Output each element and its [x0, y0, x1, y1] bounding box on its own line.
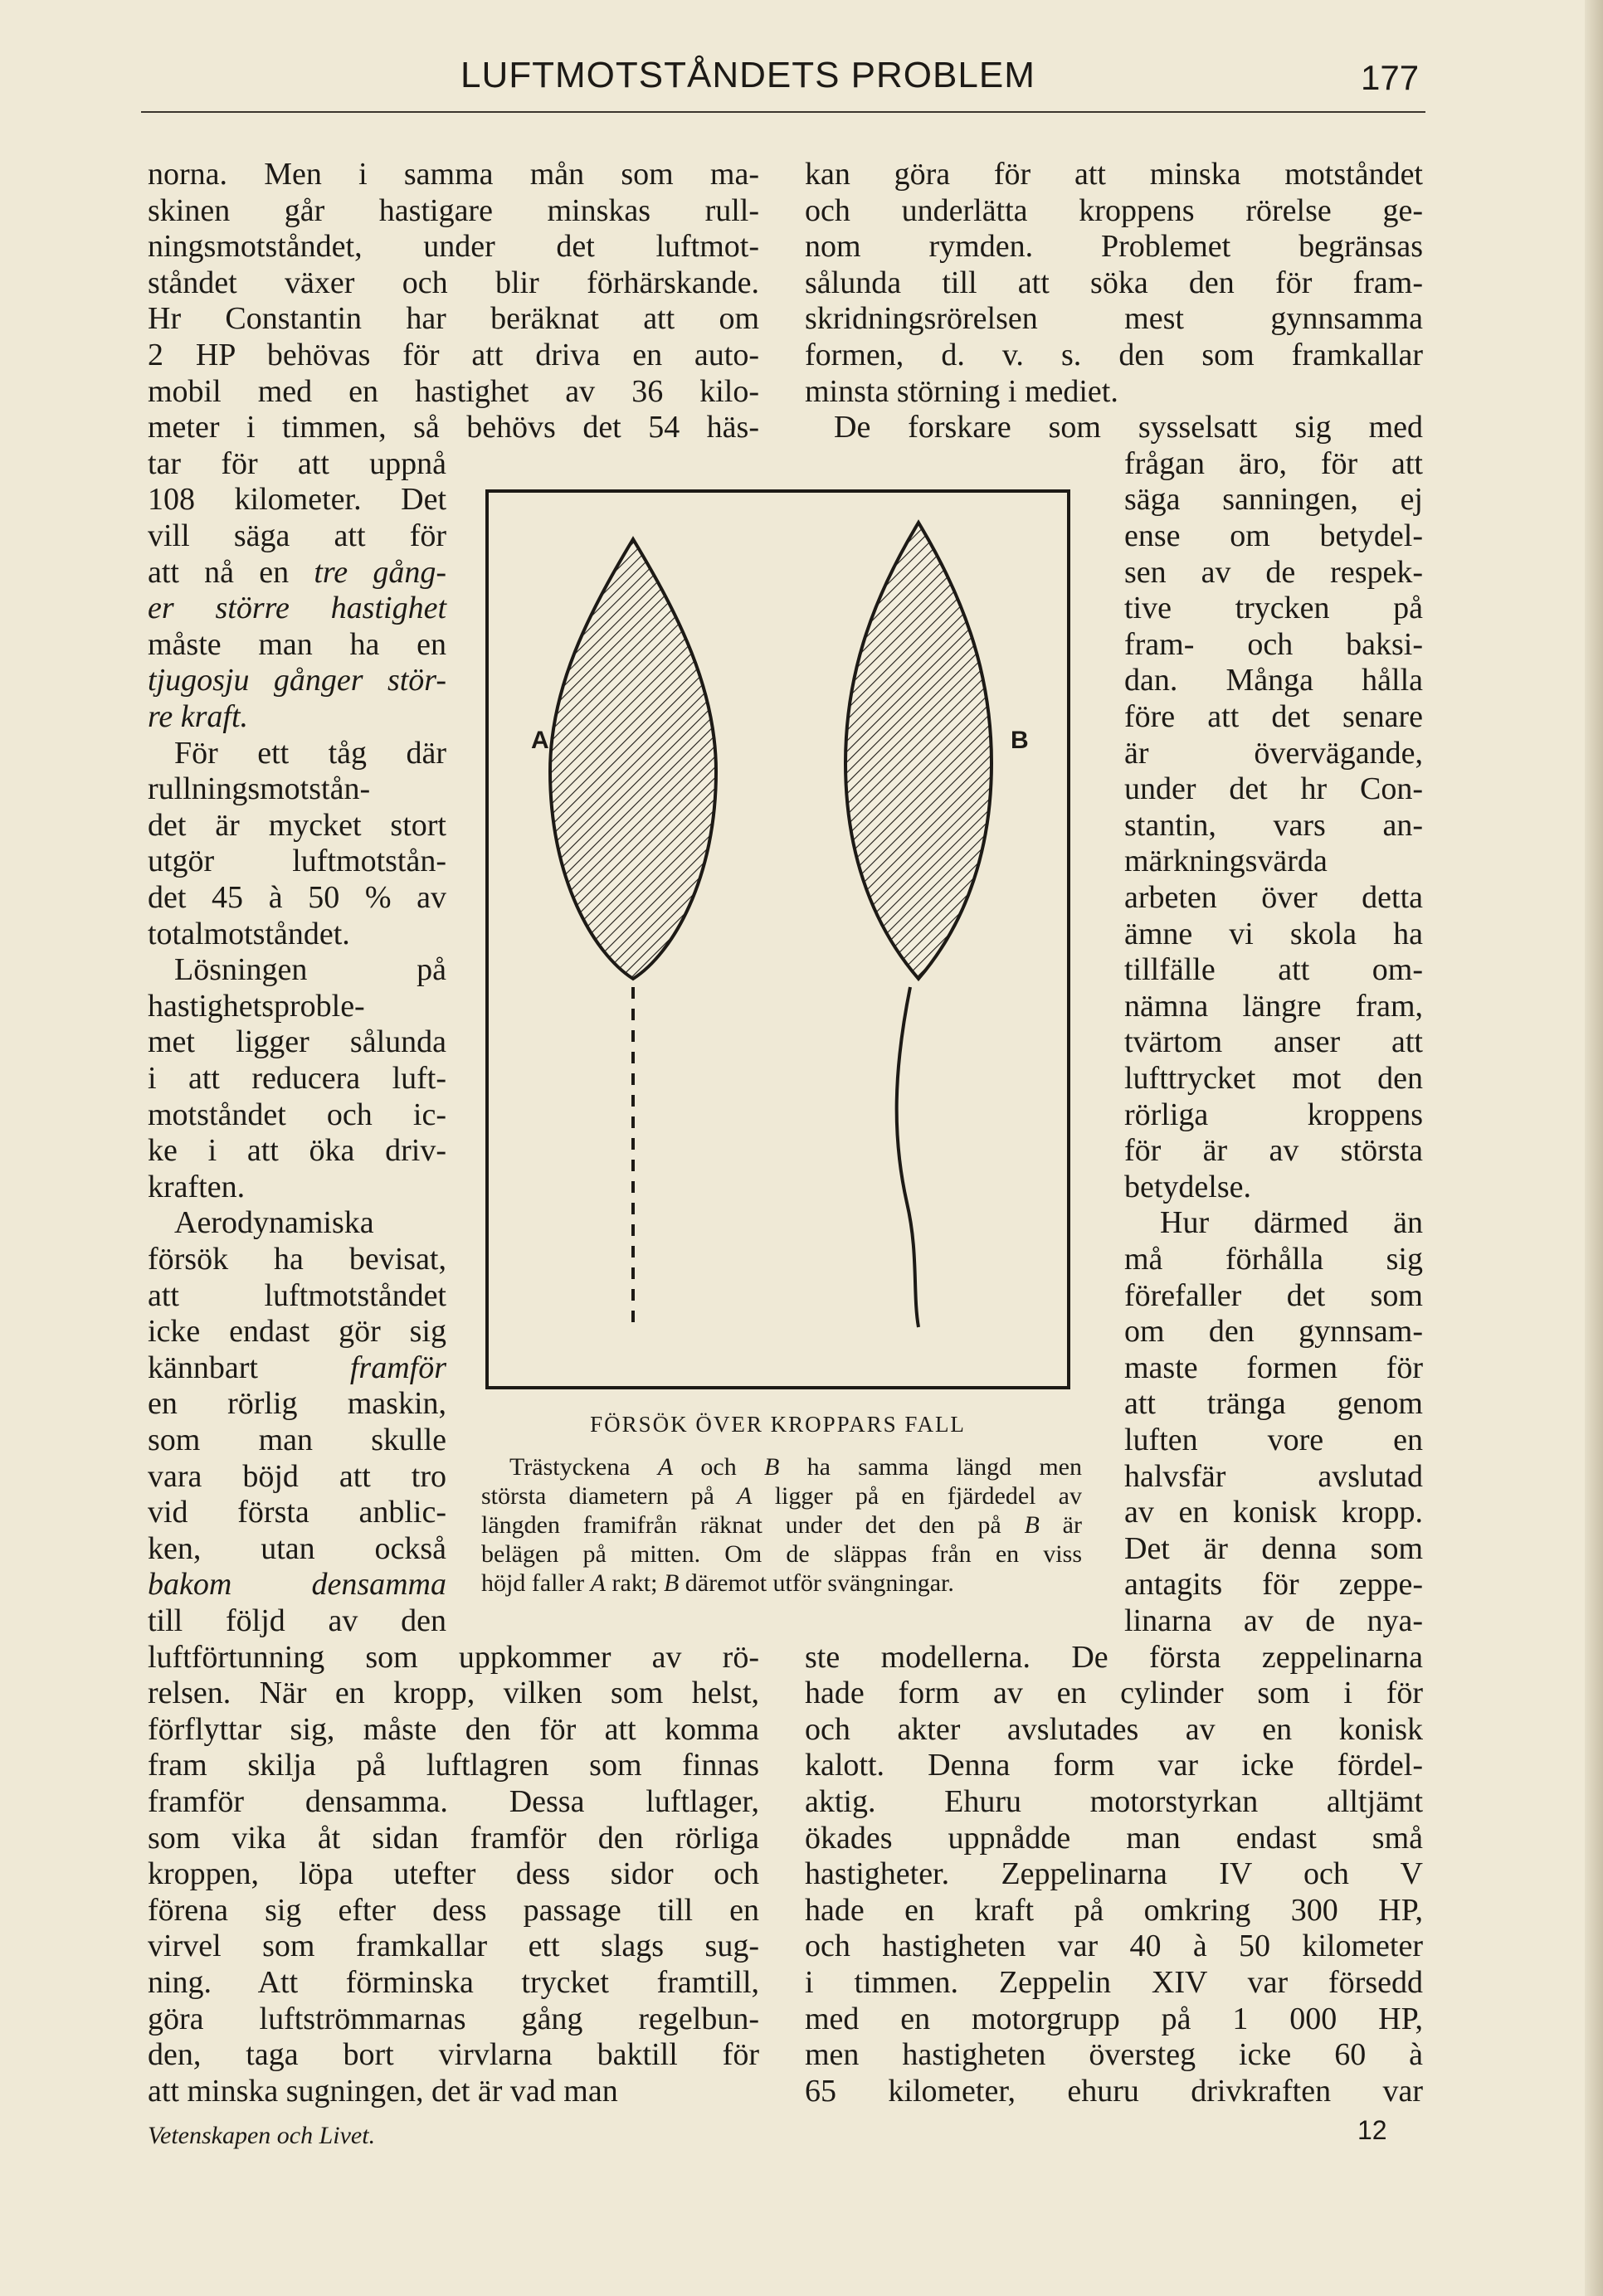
body-line-left: att luftmotståndet — [148, 1277, 446, 1313]
body-line-left: kroppen, löpa utefter dess sidor och — [148, 1856, 759, 1892]
caption-line: längden framifrån räknat under det den på B är — [481, 1511, 1082, 1539]
body-line-right: förefaller det som — [1124, 1277, 1423, 1313]
body-line-right: under det hr Con- — [1124, 771, 1423, 807]
caption-line: höjd faller A rakt; B däremot utför svängningar. — [481, 1569, 954, 1597]
body-line-left: göra luftströmmarnas gång regelbun- — [148, 2001, 759, 2036]
body-line-left: måste man ha en — [148, 626, 446, 662]
body-line-right: luften vore en — [1124, 1423, 1423, 1457]
body-line-left: meter i timmen, så behövs det 54 häs- — [148, 410, 759, 445]
body-line-left: mobil med en hastighet av 36 kilo- — [148, 373, 759, 409]
body-line-left: som vika åt sidan framför den rörliga — [148, 1820, 759, 1856]
body-line-left: ningsmotståndet, under det luftmot- — [148, 229, 759, 265]
page-number: 177 — [1361, 58, 1420, 97]
body-line-right: tvärtom anser att — [1124, 1024, 1423, 1060]
body-line-left: förena sig efter dess passage till en — [148, 1892, 759, 1928]
body-line-right: 65 kilometer, ehuru drivkraften var — [805, 2073, 1423, 2109]
body-line-right: tillfälle att om- — [1124, 952, 1423, 988]
body-line-right: arbeten över detta — [1124, 880, 1423, 915]
body-line-left: fram skilja på luftlagren som finnas — [148, 1748, 759, 1783]
body-line-left: rullningsmotstån- — [148, 771, 371, 807]
body-line-left: skinen går hastigare minskas rull- — [148, 192, 759, 228]
body-line-right: sålunda till att söka den för fram- — [805, 265, 1423, 300]
body-line-right: före att det senare — [1124, 699, 1423, 734]
body-line-right: minsta störning i mediet. — [805, 373, 1118, 409]
body-line-left: totalmotståndet. — [148, 916, 350, 951]
body-line-right: lufttrycket mot den — [1124, 1061, 1423, 1096]
body-line-left: ståndet växer och blir förhärskande. — [148, 265, 759, 300]
body-line-right: säga sanningen, ej — [1124, 482, 1423, 518]
body-line-left: icke endast gör sig — [148, 1314, 446, 1350]
body-line-left: det 45 à 50 % av — [148, 880, 446, 915]
body-line-left: met ligger sålunda — [148, 1024, 446, 1060]
body-line-right: hade en kraft på omkring 300 HP, — [805, 1892, 1423, 1928]
body-line-right: Det är denna som — [1124, 1530, 1423, 1566]
body-line-left: 108 kilometer. Det — [148, 482, 446, 518]
body-line-left: som man skulle — [148, 1423, 446, 1457]
body-line-right: antagits för zeppe- — [1124, 1567, 1423, 1603]
figure-label-b: B — [1011, 727, 1029, 754]
body-line-right: för är av största — [1124, 1133, 1423, 1169]
body-line-right: hastigheter. Zeppelinarna IV och V — [805, 1856, 1423, 1892]
body-line-left: 2 HP behövas för att driva en auto- — [148, 338, 759, 372]
body-line-left: ning. Att förminska trycket framtill, — [148, 1965, 759, 2000]
body-line-right: kalott. Denna form var icke fördel- — [805, 1748, 1423, 1783]
body-line-right: är övervägande, — [1124, 735, 1423, 771]
body-line-left: kännbart framför — [148, 1350, 446, 1385]
body-line-right: halvsfär avslutad — [1124, 1458, 1423, 1494]
body-line-left: ke i att öka driv- — [148, 1133, 446, 1169]
figure-label-a: A — [531, 727, 549, 754]
body-line-left: att minska sugningen, det är vad man — [148, 2073, 618, 2109]
body-line-right: ense om betydel- — [1124, 518, 1423, 553]
body-line-right: dan. Många hålla — [1124, 663, 1423, 698]
body-line-right: nom rymden. Problemet begränsas — [805, 229, 1423, 265]
body-line-left: luftförtunning som uppkommer av rö- — [148, 1639, 759, 1675]
body-line-left: motståndet och ic- — [148, 1097, 446, 1132]
body-line-right: i timmen. Zeppelin XIV var försedd — [805, 1965, 1423, 2000]
wooden-body-b — [845, 523, 992, 979]
signature-mark: 12 — [1357, 2115, 1387, 2145]
body-line-right: maste formen för — [1124, 1350, 1423, 1385]
body-line-right: hade form av en cylinder som i för — [805, 1676, 1423, 1711]
caption-line: belägen på mitten. Om de släppas från en viss — [481, 1540, 1082, 1568]
body-line-left: tjugosju gånger stör- — [148, 663, 446, 698]
body-line-right: stantin, vars an- — [1124, 807, 1423, 843]
body-line-left: Lösningen på — [174, 952, 446, 988]
body-line-right: linarna av de nya- — [1124, 1603, 1423, 1638]
body-line-left: bakom densamma — [148, 1567, 446, 1603]
caption-line: Trästyckena A och B ha samma längd men — [509, 1453, 1082, 1481]
body-line-left: er större hastighet — [148, 591, 446, 626]
body-line-left: en rörlig maskin, — [148, 1386, 446, 1422]
page-edge — [1585, 0, 1603, 2296]
body-line-left: Hr Constantin har beräknat att om — [148, 301, 759, 337]
body-line-left: vara böjd att tro — [148, 1458, 446, 1494]
body-line-left: tar för att uppnå — [148, 445, 446, 481]
caption-line: största diametern på A ligger på en fjärdedel av — [481, 1482, 1082, 1510]
body-line-left: det är mycket stort — [148, 807, 446, 843]
body-line-left: att nå en tre gång- — [148, 554, 446, 590]
body-line-right: men hastigheten översteg icke 60 à — [805, 2037, 1423, 2073]
body-line-right: betydelse. — [1124, 1169, 1252, 1204]
body-line-right: och underlätta kroppens rörelse ge- — [805, 192, 1423, 228]
wooden-body-a — [550, 539, 716, 979]
body-line-right: och akter avslutades av en konisk — [805, 1711, 1423, 1747]
body-line-right: ökades uppnådde man endast små — [805, 1820, 1423, 1856]
body-line-right: formen, d. v. s. den som framkallar — [805, 338, 1423, 372]
body-line-left: i att reducera luft- — [148, 1061, 446, 1096]
body-line-left: ken, utan också — [148, 1530, 446, 1566]
body-line-left: norna. Men i samma mån som ma- — [148, 157, 759, 192]
body-line-left: framför densamma. Dessa luftlager, — [148, 1784, 759, 1819]
body-line-right: med en motorgrupp på 1 000 HP, — [805, 2001, 1423, 2036]
body-line-right: fram- och baksi- — [1124, 626, 1423, 662]
body-line-right: aktig. Ehuru motorstyrkan alltjämt — [805, 1784, 1423, 1819]
body-line-left: För ett tåg där — [174, 735, 446, 771]
body-line-right: skridningsrörelsen mest gynnsamma — [805, 301, 1423, 337]
falling-bodies-figure — [485, 489, 1070, 1389]
body-line-right: av en konisk kropp. — [1124, 1495, 1423, 1530]
body-line-right: sen av de respek- — [1124, 554, 1423, 590]
body-line-right: tive trycken på — [1124, 591, 1423, 626]
body-line-left: Aerodynamiska — [174, 1205, 374, 1241]
body-line-left: till följd av den — [148, 1603, 446, 1638]
body-line-right: att tränga genom — [1124, 1386, 1423, 1422]
body-line-right: ämne vi skola ha — [1124, 916, 1423, 951]
body-line-right: märkningsvärda — [1124, 844, 1328, 879]
body-line-right: frågan äro, för att — [1124, 445, 1423, 481]
body-line-right: om den gynnsam- — [1124, 1314, 1423, 1350]
body-line-left: virvel som framkallar ett slags sug- — [148, 1929, 759, 1964]
body-line-right: må förhålla sig — [1124, 1242, 1423, 1277]
header-rule — [141, 111, 1425, 113]
body-line-right: rörliga kroppens — [1124, 1097, 1423, 1132]
body-line-left: re kraft. — [148, 699, 249, 734]
body-line-left: kraften. — [148, 1169, 246, 1204]
body-line-left: förflyttar sig, måste den för att komma — [148, 1711, 759, 1747]
body-line-left: försök ha bevisat, — [148, 1242, 446, 1277]
body-line-right: De forskare som sysselsatt sig med — [834, 410, 1423, 445]
body-line-left: vill säga att för — [148, 518, 446, 553]
body-line-left: vid första anblic- — [148, 1495, 446, 1530]
body-line-right: Hur därmed än — [1160, 1205, 1423, 1241]
body-line-left: utgör luftmotstån- — [148, 844, 446, 879]
body-line-right: ste modellerna. De första zeppelinarna — [805, 1639, 1423, 1675]
body-line-left: relsen. När en kropp, vilken som helst, — [148, 1676, 759, 1711]
path-b-swinging — [897, 987, 918, 1327]
body-line-right: och hastigheten var 40 à 50 kilometer — [805, 1929, 1423, 1964]
running-header: LUFTMOTSTÅNDETS PROBLEM — [460, 55, 1035, 95]
journal-footer: Vetenskapen och Livet. — [148, 2122, 376, 2149]
figure-title: FÖRSÖK ÖVER KROPPARS FALL — [590, 1412, 966, 1437]
body-line-left: den, taga bort virvlarna baktill för — [148, 2037, 759, 2073]
body-line-right: kan göra för att minska motståndet — [805, 157, 1423, 192]
body-line-right: nämna längre fram, — [1124, 988, 1423, 1024]
body-line-left: hastighetsproble- — [148, 988, 365, 1024]
